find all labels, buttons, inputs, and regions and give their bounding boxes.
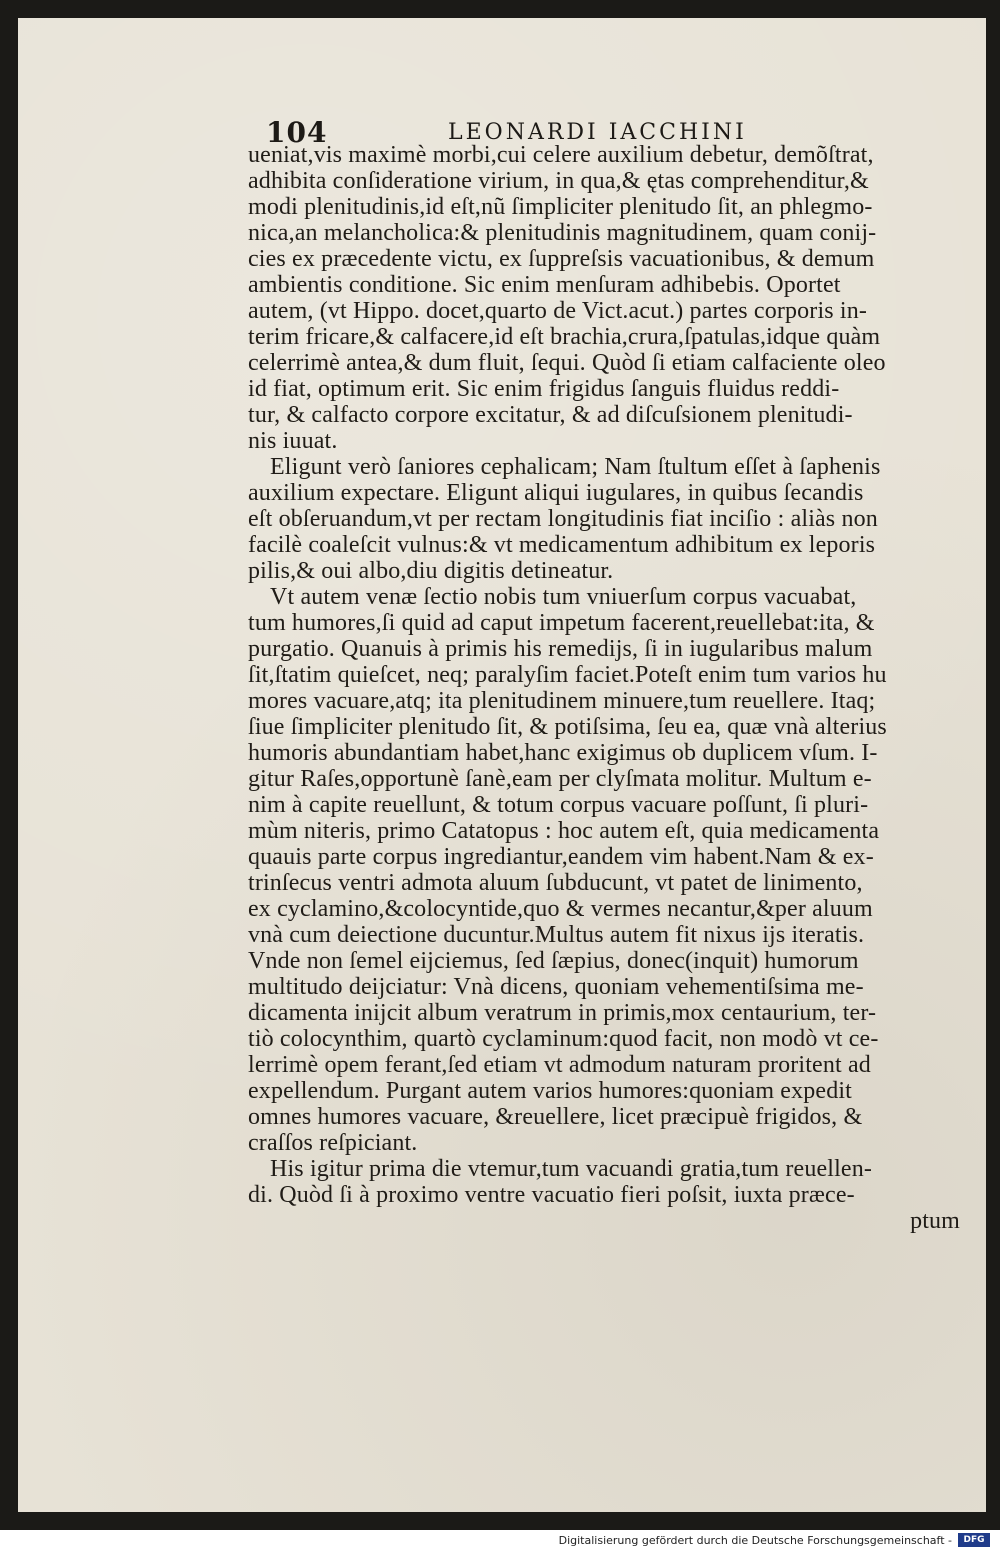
text-line: mùm niteris, primo Catatopus : hoc autem eſt, quia medicamenta <box>248 818 880 844</box>
text-line: id fiat, optimum erit. Sic enim frigidus ſanguis fluidus reddi- <box>248 376 840 402</box>
funding-credit: Digitalisierung gefördert durch die Deutsche Forschungsgemeinschaft - <box>558 1534 952 1547</box>
text-line: di. Quòd ſi à proximo ventre vacuatio fieri poſsit, iuxta præce- <box>248 1182 855 1208</box>
text-line: eſt obſeruandum,vt per rectam longitudinis fiat inciſio : aliàs non <box>248 506 878 532</box>
text-line: facilè coaleſcit vulnus:& vt medicamentum adhibitum ex leporis <box>248 532 876 558</box>
text-line: mores vacuare,atq; ita plenitudinem minuere,tum reuellere. Itaq; <box>248 688 876 714</box>
text-line: multitudo deijciatur: Vnà dicens, quoniam vehementiſsima me- <box>248 974 864 1000</box>
text-line: ſiue ſimpliciter plenitudo ſit, & potiſsima, ſeu ea, quæ vnà alterius <box>248 714 887 740</box>
body-text <box>248 142 968 1234</box>
text-line: tiò colocynthim, quartò cyclaminum:quod facit, non modò vt ce- <box>248 1026 879 1052</box>
text-line: lerrimè opem ferant,ſed etiam vt admodum naturam proritent ad <box>248 1052 871 1078</box>
text-line: auxilium expectare. Eligunt aliqui iugulares, in quibus ſecandis <box>248 480 864 506</box>
text-line: nim à capite reuellunt, & totum corpus vacuare poſſunt, ſi pluri- <box>248 792 869 818</box>
text-line: gitur Raſes,opportunè ſanè,eam per clyſmata molitur. Multum e- <box>248 766 872 792</box>
text-line: cies ex præcedente victu, ex ſuppreſsis vacuationibus, & demum <box>248 246 875 272</box>
text-line: Vt autem venæ ſectio nobis tum vniuerſum corpus vacuabat, <box>270 584 857 610</box>
text-line: vnà cum deiectione ducuntur.Multus autem fit nixus ijs iteratis. <box>248 922 865 948</box>
catchword: ptum <box>910 1208 960 1234</box>
text-line: tur, & calfacto corpore excitatur, & ad diſcuſsionem plenitudi- <box>248 402 853 428</box>
text-line: nica,an melancholica:& plenitudinis magnitudinem, quam conij- <box>248 220 877 246</box>
text-line: omnes humores vacuare, &reuellere, licet præcipuè frigidos, & <box>248 1104 863 1130</box>
text-line: nis iuuat. <box>248 428 338 454</box>
text-line: ueniat,vis maximè morbi,cui celere auxilium debetur, demõſtrat, <box>248 142 874 168</box>
text-line: craſſos reſpiciant. <box>248 1130 418 1156</box>
text-line: dicamenta inijcit album veratrum in primis,mox centaurium, ter- <box>248 1000 877 1026</box>
text-line: humoris abundantiam habet,hanc exigimus ob duplicem vſum. I- <box>248 740 878 766</box>
text-line: trinſecus ventri admota aluum ſubducunt, vt patet de linimento, <box>248 870 863 896</box>
text-line: expellendum. Purgant autem varios humores:quoniam expedit <box>248 1078 852 1104</box>
text-line: adhibita conſideratione virium, in qua,& ętas comprehenditur,& <box>248 168 869 194</box>
text-line: autem, (vt Hippo. docet,quarto de Vict.acut.) partes corporis in- <box>248 298 868 324</box>
text-line: purgatio. Quanuis à primis his remedijs, ſi in iugularibus malum <box>248 636 873 662</box>
text-line: quauis parte corpus ingrediantur,eandem vim habent.Nam & ex- <box>248 844 874 870</box>
text-line: celerrimè antea,& dum fluit, ſequi. Quòd ſi etiam calfaciente oleo <box>248 350 886 376</box>
text-line: Vnde non ſemel eijciemus, ſed ſæpius, donec(inquit) humorum <box>248 948 859 974</box>
text-line: modi plenitudinis,id eſt,nũ ſimpliciter plenitudo ſit, an phlegmo- <box>248 194 873 220</box>
text-line: terim fricare,& calfacere,id eſt brachia,crura,ſpatulas,idque quàm <box>248 324 881 350</box>
page-number: 104 <box>266 116 328 149</box>
dfg-logo: DFG <box>958 1533 990 1547</box>
text-line: ambientis conditione. Sic enim menſuram adhibebis. Oportet <box>248 272 841 298</box>
footer-bar <box>0 1530 1000 1551</box>
text-line: His igitur prima die vtemur,tum vacuandi gratia,tum reuellen- <box>270 1156 873 1182</box>
text-line: ſit,ſtatim quieſcet, neq; paralyſim faciet.Poteſt enim tum varios hu <box>248 662 887 688</box>
text-line: ex cyclamino,&colocyntide,quo & vermes necantur,&per aluum <box>248 896 873 922</box>
running-head: LEONARDI IACCHINI <box>448 120 747 145</box>
text-line: tum humores,ſi quid ad caput impetum facerent,reuellebat:ita, & <box>248 610 875 636</box>
text-line: Eligunt verò ſaniores cephalicam; Nam ſtultum eſſet à ſaphenis <box>270 454 881 480</box>
text-line: pilis,& oui albo,diu digitis detineatur. <box>248 558 614 584</box>
